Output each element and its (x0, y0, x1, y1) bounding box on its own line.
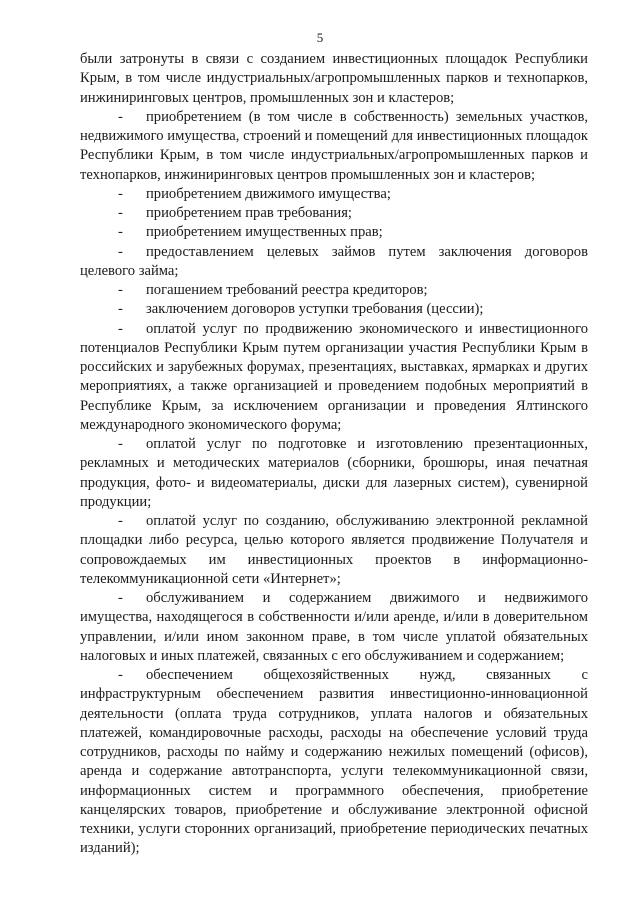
list-item-text: приобретением имущественных прав; (146, 224, 383, 241)
list-item-text: погашением требований реестра кредиторов; (146, 282, 428, 298)
dash-marker: - (118, 667, 123, 683)
list-item-text: приобретением прав требования; (146, 205, 352, 221)
list-item-text: оплатой услуг по подготовке и изготовлению презентационных, рекламных и методических материалов (сборники, брошюры, иная печатная продукция, фото- и видеоматериалы, диски для лазерных систем), сувенирной продукции; (80, 436, 588, 510)
dash-marker: - (118, 436, 123, 452)
list-item-text: приобретением движимого имущества; (146, 185, 391, 202)
list-item (80, 204, 588, 223)
list-item-text: заключением договоров уступки требования (цессии); (146, 301, 484, 318)
list-item (80, 243, 588, 282)
list-item (80, 320, 588, 436)
continuation-paragraph: были затронуты в связи с созданием инвестиционных площадок Республики Крым, в том числе индустриальных/агропромышленных парков и технопарков, инжиниринговых центров, промышленных зон и кластеров; (80, 51, 588, 106)
list-item-text: оплатой услуг по созданию, обслуживанию электронной рекламной площадки либо ресурса, целью которого является продвижение Получателя и сопровождаемых им инвестиционных проектов в информационно-телекоммуникационной сети «Интернет»; (80, 513, 588, 587)
list-item (80, 300, 588, 319)
dash-marker: - (118, 185, 123, 202)
list-item (80, 185, 588, 204)
dash-marker: - (118, 205, 123, 221)
list-item-text: обеспечением общехозяйственных нужд, связанных с инфраструктурным обеспечением развития инвестиционно-инновационной деятельности (оплата труда сотрудников, уплата налогов и обязательных платежей, командировочные расходы, расходы на обеспечение условий труда сотрудников, расходы по найму и содержанию нежилых помещений (офисов), аренда и содержание автотранспорта, услуги телекоммуникационной связи, информационных систем и программного обеспечения, приобретение канцелярских товаров, приобретение и обслуживание электронной офисной техники, услуги сторонних организаций, приобретение периодических печатных изданий); (80, 667, 588, 857)
dash-marker: - (118, 301, 123, 318)
dash-marker: - (118, 513, 123, 529)
list-item (80, 589, 588, 666)
list-item (80, 512, 588, 589)
list-item (80, 281, 588, 300)
list-item-text: приобретением (в том числе в собственность) земельных участков, недвижимого имущества, строений и помещений для инвестиционных площадок Республики Крым, в том числе индустриальных/агропромышленных парков и технопарков, инжиниринговых центров промышленных зон и кластеров; (80, 108, 588, 183)
document-body (80, 50, 588, 859)
list-item (80, 108, 588, 185)
dash-marker: - (118, 590, 123, 606)
dash-marker: - (118, 243, 123, 260)
dash-marker: - (118, 224, 123, 241)
dash-marker: - (118, 108, 123, 125)
dash-marker: - (118, 320, 123, 337)
list-item (80, 223, 588, 242)
dash-marker: - (118, 282, 123, 298)
list-item (80, 435, 588, 512)
list-item-text: обслуживанием и содержанием движимого и недвижимого имущества, находящегося в собственности и/или аренде, и/или в доверительном управлении, и/или ином законном праве, в том числе уплатой обязательных налоговых и иных платежей, связанных с его обслуживанием и содержанием; (80, 590, 588, 664)
list-item-text: предоставлением целевых займов путем заключения договоров целевого займа; (80, 243, 588, 279)
list-item-text: оплатой услуг по продвижению экономического и инвестиционного потенциалов Республики Крым путем организации участия Республики Крым в российских и зарубежных форумах, презентациях, выставках, ярмарках и других мероприятиях, а также организацией и проведением подобных мероприятий в Республике Крым, за исключением организации и проведения Ялтинского международного экономического форума; (80, 320, 588, 433)
page-number: 5 (316, 30, 324, 45)
list-item (80, 666, 588, 859)
